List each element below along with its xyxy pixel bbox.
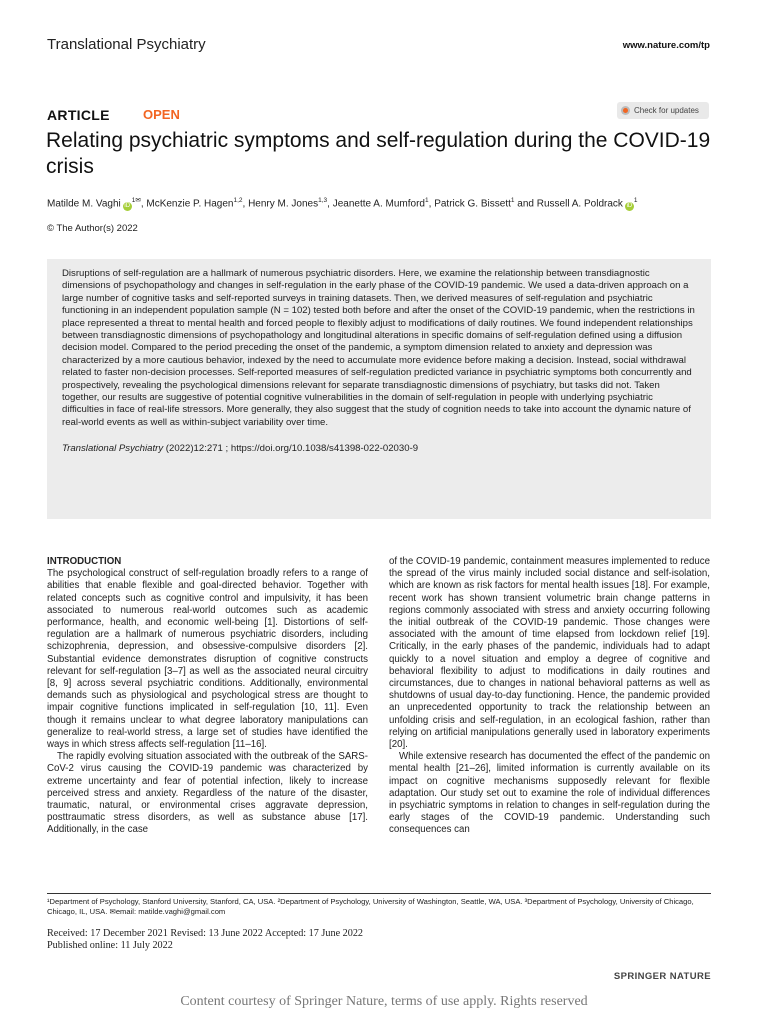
published-date: Published online: 11 July 2022	[47, 940, 173, 951]
author-name[interactable]: Patrick G. Bissett	[434, 198, 511, 210]
article-title: Relating psychiatric symptoms and self-regulation during the COVID-19 crisis	[46, 129, 711, 178]
body-paragraph: The psychological construct of self-regulation broadly refers to a range of abilities that enable flexible and goal-directed behavior. Together with related concepts such as cognitive control and impulsivity, it has been associated to numerous real-world outcomes such as academic performance, health, and economic well-being [1]. Distortions of self-regulation are a hallmark of numerous psychiatric disorders, including schizophrenia, depression, and obsessive-compulsive disorders [2]. Substantial evidence demonstrates disruption of cognitive constructs relevant for self-regulation [3–7] as well as the associated neural circuitry [8, 9] across several psychiatric conditions. Additionally, environmental demands such as physiological and psychological stress are thought to impair cognitive functions implicated in self-regulation [10, 11]. Even though it remains unclear to what degree laboratory manipulations can generalize to real-world stress, a large set of studies have identified the ways in which stress affects self-regulation [11–16].	[47, 568, 368, 751]
body-paragraph: of the COVID-19 pandemic, containment measures implemented to reduce the spread of the virus mainly included social distance and self-isolation, which are known as risk factors for mental health issues [18]. For example, recent work has shown transient volumetric brain change patterns in regions commonly associated with stress and anxiety occurring following the initial outbreak of the COVID-19 pandemic. Those changes were associated with the amount of time elapsed from lockdown relief [19]. Critically, in the early phases of the pandemic, individuals had to adapt quickly to a novel situation and employ a degree of cognitive and behavioral flexibility to adjust to modifications in daily routines and circumstances, due to changes in national behavioral patterns as well as shutdowns of usual day-to-day functioning. Hence, the pandemic provided an unprecedented opportunity to track the relationship between an unfolding crisis and self-regulation, in an ecological fashion, rather than relying on artificial manipulations generally used in laboratory experiments [20].	[389, 556, 710, 751]
body-paragraph: The rapidly evolving situation associated with the outbreak of the SARS-CoV-2 virus causing the COVID-19 pandemic was characterized by extreme uncertainty and fear of potential infection, likely to increase perceived stress and anxiety. Regardless of the nature of the disaster, traumatic, natural, or environmental crises aggravate depression, posttraumatic stress disorders, as well as substance abuse [17]. Additionally, in the case	[47, 751, 368, 836]
open-access-label: OPEN	[143, 107, 180, 122]
copyright-notice: © The Author(s) 2022	[47, 223, 138, 234]
article-type-label: ARTICLE	[47, 107, 110, 123]
body-paragraph: While extensive research has documented the effect of the pandemic on mental health [21–26], limited information is currently available on its impact on cognitive mechanisms supposedly relevant for flexible adaptation. Our study set out to examine the role of individual differences in psychiatric symptoms in relation to changes in self-regulation during the early stages of the COVID-19 pandemic. Understanding such consequences can	[389, 751, 710, 836]
body-column-right	[389, 556, 710, 837]
author-affiliation-marker: 1,3	[318, 197, 328, 204]
author-list: Matilde M. Vaghi $iD^{1✉}$, McKenzie P. Hagen$^{1,2}$, Henry M. Jones$^{1,3}$, Jeanette A. Mumford$^1$, Patrick G. Bissett$^1$ and Russell A. Poldrack $iD^1$	[47, 197, 638, 210]
author-affiliation-marker: 1	[510, 197, 515, 204]
orcid-icon[interactable]: iD	[626, 203, 633, 210]
author-name[interactable]: Matilde M. Vaghi	[47, 198, 121, 210]
citation-doi[interactable]: (2022)12:271 ; https://doi.org/10.1038/s41398-022-02030-9	[163, 443, 419, 455]
author-name[interactable]: Russell A. Poldrack	[536, 198, 623, 210]
author-affiliation-marker: 1	[425, 197, 429, 204]
check-for-updates-button[interactable]	[617, 102, 709, 119]
author-name[interactable]: Jeanette A. Mumford	[332, 198, 425, 210]
author-name[interactable]: Henry M. Jones	[248, 198, 319, 210]
affiliations-footnote: ¹Department of Psychology, Stanford University, Stanford, CA, USA. ²Department of Psychology, University of Washington, Seattle, WA, USA. ³Department of Psychology, University of Chicago, Chicago, IL, USA. ✉email: matilde.vaghi@gmail.com	[47, 897, 694, 916]
author-affiliation-marker: 1✉	[131, 197, 141, 204]
abstract-text: Disruptions of self-regulation are a hallmark of numerous psychiatric disorders. Here, we examine the relationship between transdiagnostic dimensions of psychopathology and changes in self-regulation in the early phase of the COVID-19 pandemic. We used a data-driven approach on a large number of cognitive tasks and self-reported surveys in training datasets. Then, we derived measures of self-regulation and psychiatric functioning in an independent population sample (N = 102) tested both before and after the onset of the COVID-19 pandemic, when the restrictions in place represented a threat to mental health and forced people to flexibly adjust to modifications of daily routines. We found independent relationships between transdiagnostic dimensions of psychopathology and longitudinal alterations in specific domains of self-regulation defined using a diffusion decision model. Compared to the period preceding the onset of the pandemic, a symptom dimension related to anxiety and depression was characterized by a more cautious behavior, indexed by the need to accumulate more evidence before making a decision. Instead, social withdrawal related to faster non-decision processes. Self-reported measures of self-regulation predicted variance in psychiatric symptoms both concurrently and prospectively, revealing the psychological dimensions relevant for separate transdiagnostic dimensions of psychiatry, but tasks did not. Taken together, our results are suggestive of potential cognitive vulnerabilities in the domain of self-regulation in people with underlying psychiatric difficulties in face of real-life stressors. More generally, they also suggest that the study of cognition needs to take into account the dynamic nature of real-world events as well as within-subject variability over time.	[62, 268, 695, 428]
springer-nature-logo: SPRINGER NATURE	[613, 971, 711, 982]
author-name[interactable]: McKenzie P. Hagen	[146, 198, 234, 210]
author-affiliation-marker: 1,2	[233, 197, 243, 204]
body-column-left	[47, 556, 368, 837]
orcid-icon[interactable]: iD	[124, 203, 131, 210]
journal-url-link[interactable]: www.nature.com/tp	[622, 40, 710, 51]
received-dates: Received: 17 December 2021 Revised: 13 June 2022 Accepted: 17 June 2022	[47, 928, 364, 939]
citation-line	[62, 443, 697, 454]
publication-dates	[47, 928, 363, 952]
citation-journal: Translational Psychiatry	[62, 443, 164, 455]
check-updates-icon	[621, 106, 630, 115]
abstract-box	[47, 259, 711, 519]
journal-name: Translational Psychiatry	[47, 36, 206, 53]
courtesy-watermark: Content courtesy of Springer Nature, terms of use apply. Rights reserved	[180, 994, 588, 1009]
footnote-divider	[47, 893, 711, 894]
author-affiliation-marker: 1	[633, 197, 638, 204]
check-updates-label: Check for updates	[634, 106, 699, 115]
section-heading-introduction: INTRODUCTION	[47, 556, 122, 567]
